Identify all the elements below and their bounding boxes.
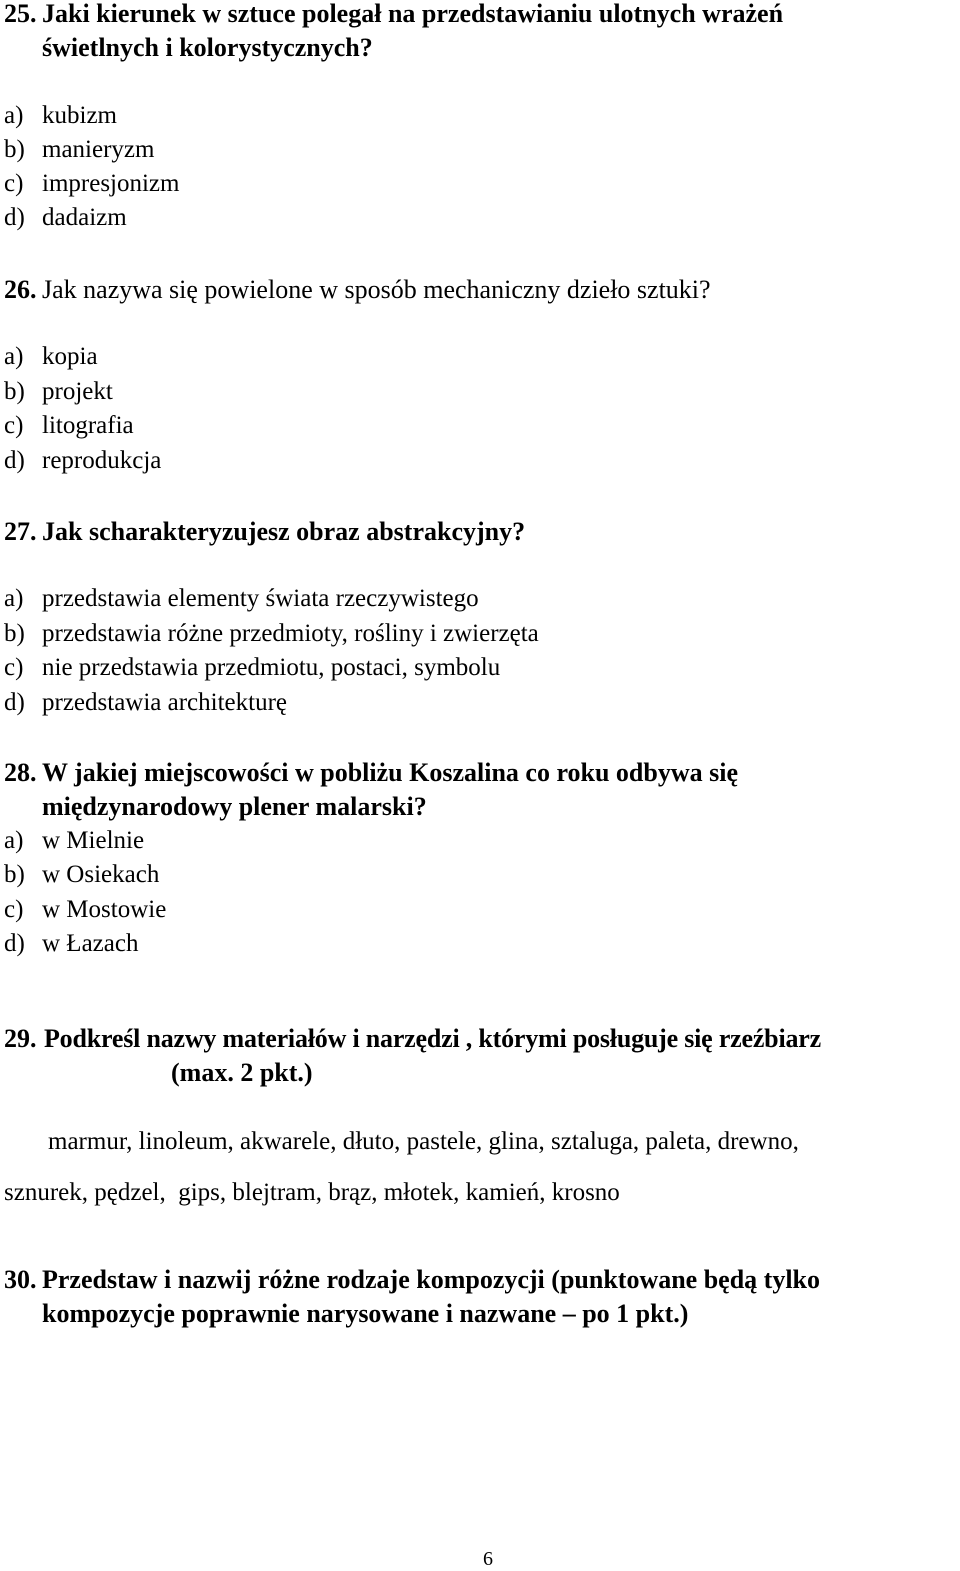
option-letter: a) — [4, 343, 24, 370]
option-letter: b) — [4, 861, 25, 888]
question-number: 28. — [4, 758, 37, 787]
option-text: w Mielnie — [42, 827, 145, 854]
option-letter: a) — [4, 827, 24, 854]
option-text: przedstawia różne przedmioty, rośliny i zwierzęta — [42, 620, 539, 647]
question-28-heading — [4, 756, 954, 826]
option-text: kopia — [42, 343, 98, 370]
question-text-line-1: Jak nazywa się powielone w sposób mechaniczny dzieło sztuki? — [42, 275, 711, 304]
question-25-heading — [4, 0, 954, 67]
question-text-line-1: Przedstaw i nazwij różne rodzaje kompozycji (punktowane będą tylko — [42, 1265, 821, 1294]
question-text-line-1: Podkreśl nazwy materiałów i narzędzi , którymi posługuje się rzeźbiarz — [44, 1024, 821, 1053]
option-letter: c) — [4, 170, 24, 197]
option-letter: a) — [4, 585, 24, 612]
question-text-line-2: świetlnych i kolorystycznych? — [42, 33, 373, 62]
option-text: przedstawia architekturę — [42, 689, 288, 716]
option-text: manieryzm — [42, 136, 155, 163]
question-text-line-2: międzynarodowy plener malarski? — [42, 792, 427, 821]
option-text: w Łazach — [42, 930, 139, 957]
question-30-heading — [4, 1263, 954, 1333]
option-text: impresjonizm — [42, 170, 180, 197]
option-letter: d) — [4, 447, 25, 474]
question-number: 29. — [4, 1024, 37, 1053]
option-letter: b) — [4, 136, 25, 163]
option-letter: b) — [4, 620, 25, 647]
question-27-heading — [4, 515, 954, 549]
option-text: przedstawia elementy świata rzeczywistego — [42, 585, 479, 612]
option-text: kubizm — [42, 102, 117, 129]
option-letter: c) — [4, 412, 24, 439]
question-number: 25. — [4, 0, 37, 28]
option-text: w Mostowie — [42, 896, 167, 923]
question-text-line-2: kompozycje poprawnie narysowane i nazwane – po 1 pkt.) — [42, 1299, 689, 1328]
option-letter: c) — [4, 654, 24, 681]
question-number: 26. — [4, 275, 37, 304]
question-number: 27. — [4, 517, 37, 546]
option-letter: d) — [4, 204, 25, 231]
option-text: reprodukcja — [42, 447, 162, 474]
option-letter: d) — [4, 689, 25, 716]
materials-list-line-2: sznurek, pędzel, gips, blejtram, brąz, młotek, kamień, krosno — [4, 1179, 620, 1206]
option-text: projekt — [42, 378, 113, 405]
question-text-line-2: (max. 2 pkt.) — [171, 1058, 313, 1087]
option-text: nie przedstawia przedmiotu, postaci, symbolu — [42, 654, 501, 681]
question-text-line-1: Jak scharakteryzujesz obraz abstrakcyjny? — [42, 517, 526, 546]
page-number: 6 — [483, 1548, 493, 1570]
option-letter: a) — [4, 102, 24, 129]
option-letter: c) — [4, 896, 24, 923]
question-text-line-1: W jakiej miejscowości w pobliżu Koszalina co roku odbywa się — [42, 758, 739, 787]
materials-list-line-1: marmur, linoleum, akwarele, dłuto, pastele, glina, sztaluga, paleta, drewno, — [48, 1128, 799, 1155]
option-letter: b) — [4, 378, 25, 405]
question-29-heading — [4, 1022, 958, 1092]
question-26-heading — [4, 273, 954, 307]
option-text: dadaizm — [42, 204, 127, 231]
option-text: w Osiekach — [42, 861, 160, 888]
option-letter: d) — [4, 930, 25, 957]
question-text-line-1: Jaki kierunek w sztuce polegał na przedstawianiu ulotnych wrażeń — [42, 0, 784, 28]
question-number: 30. — [4, 1265, 37, 1294]
option-text: litografia — [42, 412, 134, 439]
